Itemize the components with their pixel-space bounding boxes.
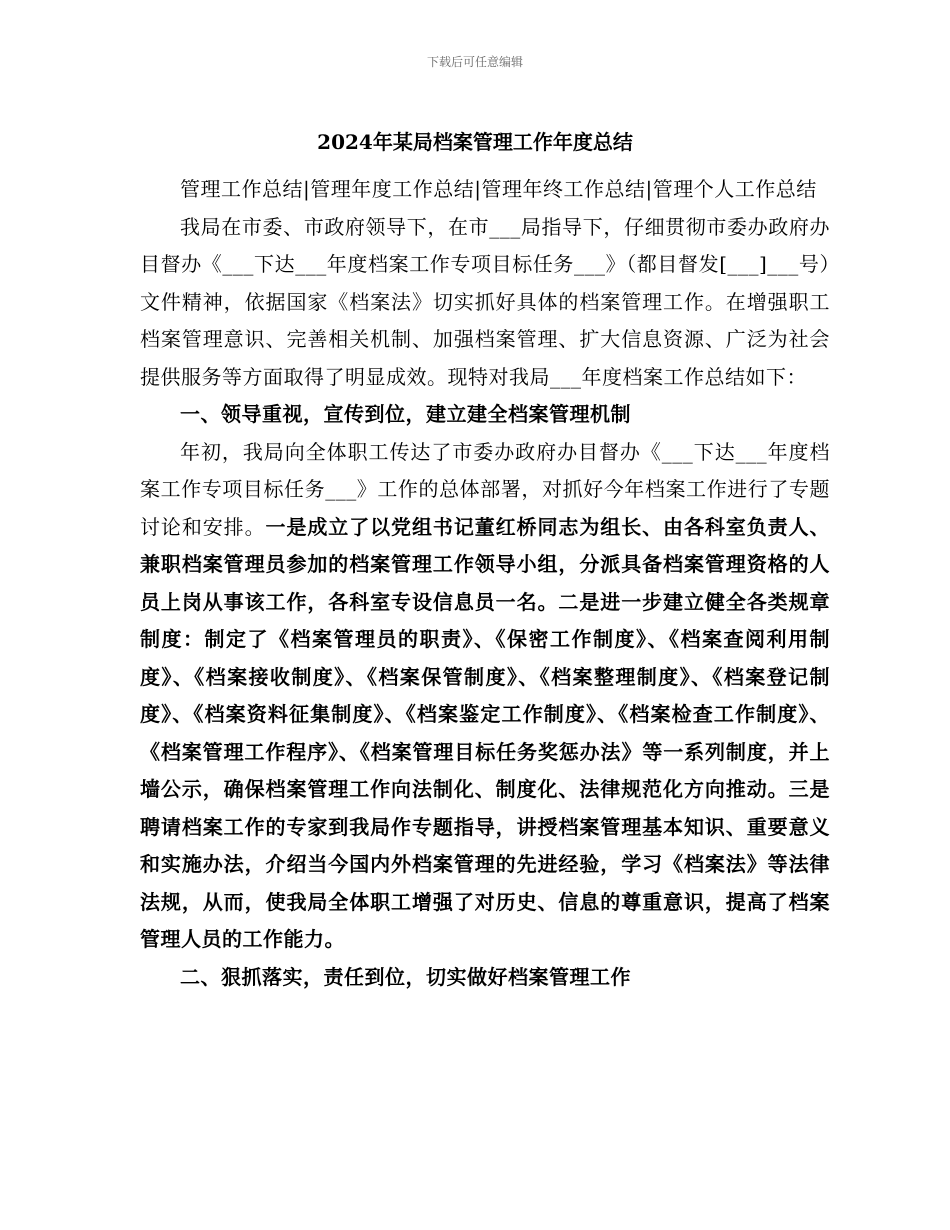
document-body <box>140 171 830 996</box>
intro-paragraph: 我局在市委、市政府领导下，在市___局指导下，仔细贯彻市委办政府办目督办《___下达___年度档案工作专项目标任务___》（都目督发[___]___号）文件精神，依据国家《档案法》切实抓好具体的档案管理工作。在增强职工档案管理意识、完善相关机制、加强档案管理、扩大信息资源、广泛为社会提供服务等方面取得了明显成效。现特对我局___年度档案工作总结如下： <box>140 214 830 389</box>
section-1-intro-text: 年初，我局向全体职工传达了市委办政府办目督办《___下达___年度档案工作专项目标任务___》工作的总体部署，对抓好今年档案工作进行了专题讨论和安排。 <box>140 439 830 539</box>
section-1-heading: 一、领导重视，宣传到位，建立建全档案管理机制 <box>180 402 631 426</box>
document-title: 2024年某局档案管理工作年度总结 <box>317 130 633 154</box>
page-header-note: 下载后可任意编辑 <box>426 55 523 69</box>
section-2-heading: 二、狠抓落实，责任到位，切实做好档案管理工作 <box>180 964 631 989</box>
tags-paragraph: 管理工作总结|管理年度工作总结|管理年终工作总结|管理个人工作总结 <box>180 177 817 201</box>
section-1-paragraph <box>140 434 830 959</box>
section-1-bold-text: 一是成立了以党组书记董红桥同志为组长、由各科室负责人、兼职档案管理员参加的档案管理工作领导小组，分派具备档案管理资格的人员上岗从事该工作，各科室专设信息员一名。二是进一步建立健全各类规章制度：制定了《档案管理员的职责》、《保密工作制度》、《档案查阅利用制度》、《档案接收制度》、《档案保管制度》、《档案整理制度》、《档案登记制度》、《档案资料征集制度》、《档案鉴定工作制度》、《档案检查工作制度》、《档案管理工作程序》、《档案管理目标任务奖惩办法》等一系列制度，并上墙公示，确保档案管理工作向法制化、制度化、法律规范化方向推动。三是聘请档案工作的专家到我局作专题指导，讲授档案管理基本知识、重要意义和实施办法，介绍当今国内外档案管理的先进经验，学习《档案法》等法律法规，从而，使我局全体职工增强了对历史、信息的尊重意识，提高了档案管理人员的工作能力。 <box>140 514 830 951</box>
